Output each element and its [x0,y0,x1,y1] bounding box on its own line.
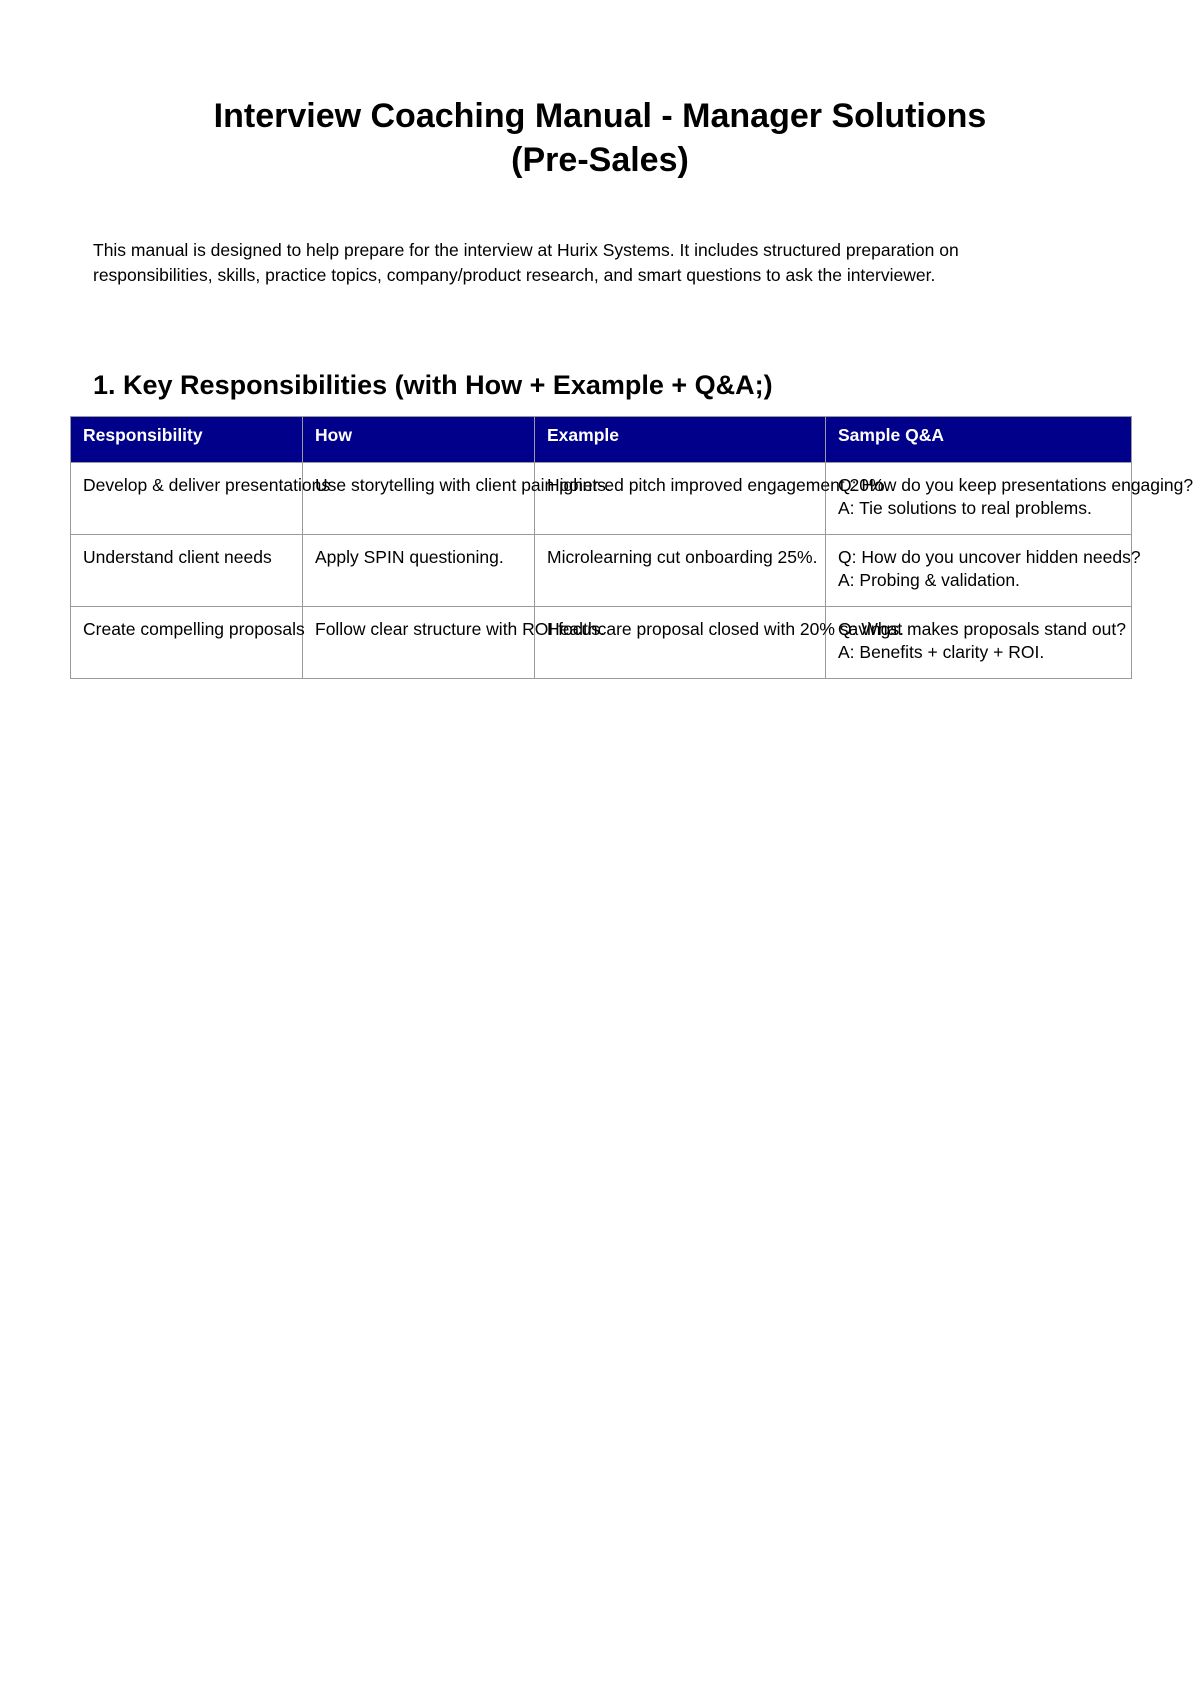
cell-sample-qa [826,535,1141,607]
qa-question: Q: How do you uncover hidden needs? [838,547,1141,567]
header-example: Example [535,417,826,463]
intro-line-2: responsibilities, skills, practice topics, company/product research, and smart questions to ask the interviewer. [93,265,936,285]
cell-responsibility: Develop & deliver presentations [71,463,303,535]
header-how: How [303,417,535,463]
qa-answer: A: Benefits + clarity + ROI. [838,642,1045,662]
title-line-1: Interview Coaching Manual - Manager Solutions [213,97,987,135]
qa-answer: A: Probing & validation. [838,570,1020,590]
header-responsibility: Responsibility [71,417,303,463]
intro-paragraph [93,238,1113,288]
cell-example: Healthcare proposal closed with 20% savings. [535,607,826,679]
table-row [71,535,1132,607]
document-title [0,94,1200,182]
cell-how: Follow clear structure with ROI focus. [303,607,535,679]
cell-how: Use storytelling with client pain points. [303,463,535,535]
cell-example: Higher-ed pitch improved engagement 20%. [535,463,826,535]
responsibilities-table [70,416,1194,679]
cell-example: Microlearning cut onboarding 25%. [535,535,826,607]
header-sample-qa: Sample Q&A [826,417,1132,463]
cell-responsibility: Understand client needs [71,535,303,607]
cell-sample-qa [826,463,1194,535]
intro-line-1: This manual is designed to help prepare for the interview at Hurix Systems. It includes structured preparation on [93,240,959,260]
title-line-2: (Pre-Sales) [511,141,689,179]
cell-responsibility: Create compelling proposals [71,607,303,679]
table-row [71,607,1132,679]
table-row [71,463,1132,535]
qa-question: Q: What makes proposals stand out? [838,619,1126,639]
qa-question: Q: How do you keep presentations engaging? [838,475,1194,495]
cell-sample-qa [826,607,1132,679]
section-heading-key-responsibilities: 1. Key Responsibilities (with How + Example + Q&A;) [93,370,773,400]
table-header-row [71,417,1132,463]
cell-how: Apply SPIN questioning. [303,535,535,607]
qa-answer: A: Tie solutions to real problems. [838,498,1092,518]
